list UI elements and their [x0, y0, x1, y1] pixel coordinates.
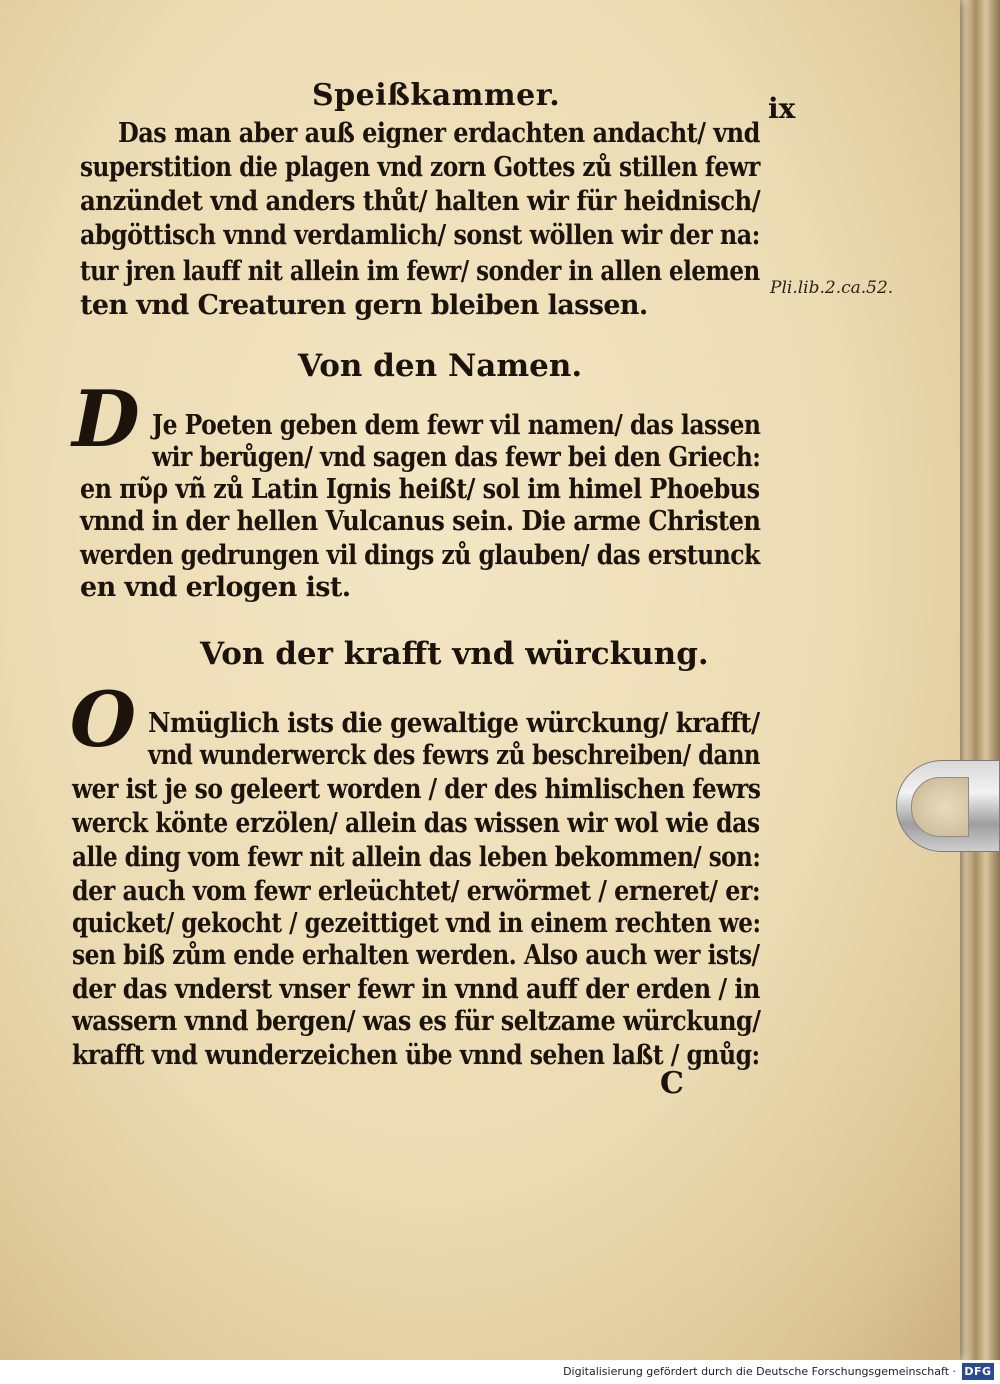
text-line: Je Poeten geben dem fewr vil namen/ das lassen: [152, 410, 761, 441]
text-line: sen biß zům ende erhalten werden. Also auch wer ists/: [72, 940, 760, 971]
section-heading: Von den Namen.: [298, 348, 583, 384]
catchword: C: [660, 1066, 684, 1101]
text-line: Nmüglich ists die gewaltige würckung/ krafft/: [148, 708, 760, 739]
text-line: wir berůgen/ vnd sagen das fewr bei den Griech:: [152, 442, 761, 473]
text-line: en πῦρ vñ zů Latin Ignis heißt/ sol im himel Phoebus: [80, 474, 760, 505]
text-line: abgöttisch vnnd verdamlich/ sonst wöllen wir der na:: [80, 220, 760, 251]
text-line: superstition die plagen vnd zorn Gottes zů stillen fewr: [80, 152, 760, 183]
running-head: Speißkammer.: [312, 78, 561, 113]
text-line: vnd wunderwerck des fewrs zů beschreiben/ dann: [148, 740, 761, 771]
footer-bar: [0, 1360, 1000, 1384]
marginal-note: Pli.lib.2.ca.52.: [770, 278, 894, 298]
text-line: wassern vnnd bergen/ was es für seltzame würckung/: [72, 1006, 761, 1037]
text-line: alle ding vom fewr nit allein das leben bekommen/ son:: [72, 842, 761, 873]
text-line: vnnd in der hellen Vulcanus sein. Die arme Christen: [80, 506, 761, 537]
folio-number: ix: [768, 92, 796, 125]
funding-credit: Digitalisierung gefördert durch die Deutsche Forschungsgemeinschaft ·: [563, 1365, 956, 1378]
text-line: der auch vom fewr erleüchtet/ erwörmet / erneret/ er:: [72, 876, 761, 907]
page-clip-opening: [911, 777, 969, 837]
text-line: en vnd erlogen ist.: [80, 572, 351, 603]
text-line: quicket/ gekocht / gezeittiget vnd in einem rechten we:: [72, 908, 761, 939]
text-line: ten vnd Creaturen gern bleiben lassen.: [80, 290, 648, 321]
text-line: anzündet vnd anders thůt/ halten wir für heidnisch/: [80, 186, 761, 217]
text-line: werck könte erzölen/ allein das wissen wir wol wie das: [72, 808, 760, 839]
text-line: Das man aber auß eigner erdachten andacht/ vnd: [118, 118, 760, 149]
section-heading: Von der krafft vnd würckung.: [200, 636, 709, 672]
text-line: wer ist je so geleert worden / der des himlischen fewrs: [72, 774, 761, 805]
decorated-initial: O: [69, 675, 137, 764]
text-line: tur jren lauff nit allein im fewr/ sonder in allen elemen: [80, 256, 760, 287]
text-line: werden gedrungen vil dings zů glauben/ das erstunck: [80, 540, 760, 571]
text-line: der das vnderst vnser fewr in vnnd auff der erden / in: [72, 974, 760, 1005]
text-line: krafft vnd wunderzeichen übe vnnd sehen laßt / gnůg:: [72, 1040, 760, 1071]
page-clip: [896, 760, 1000, 852]
decorated-initial: D: [72, 374, 140, 465]
dfg-logo: DFG: [962, 1363, 994, 1380]
